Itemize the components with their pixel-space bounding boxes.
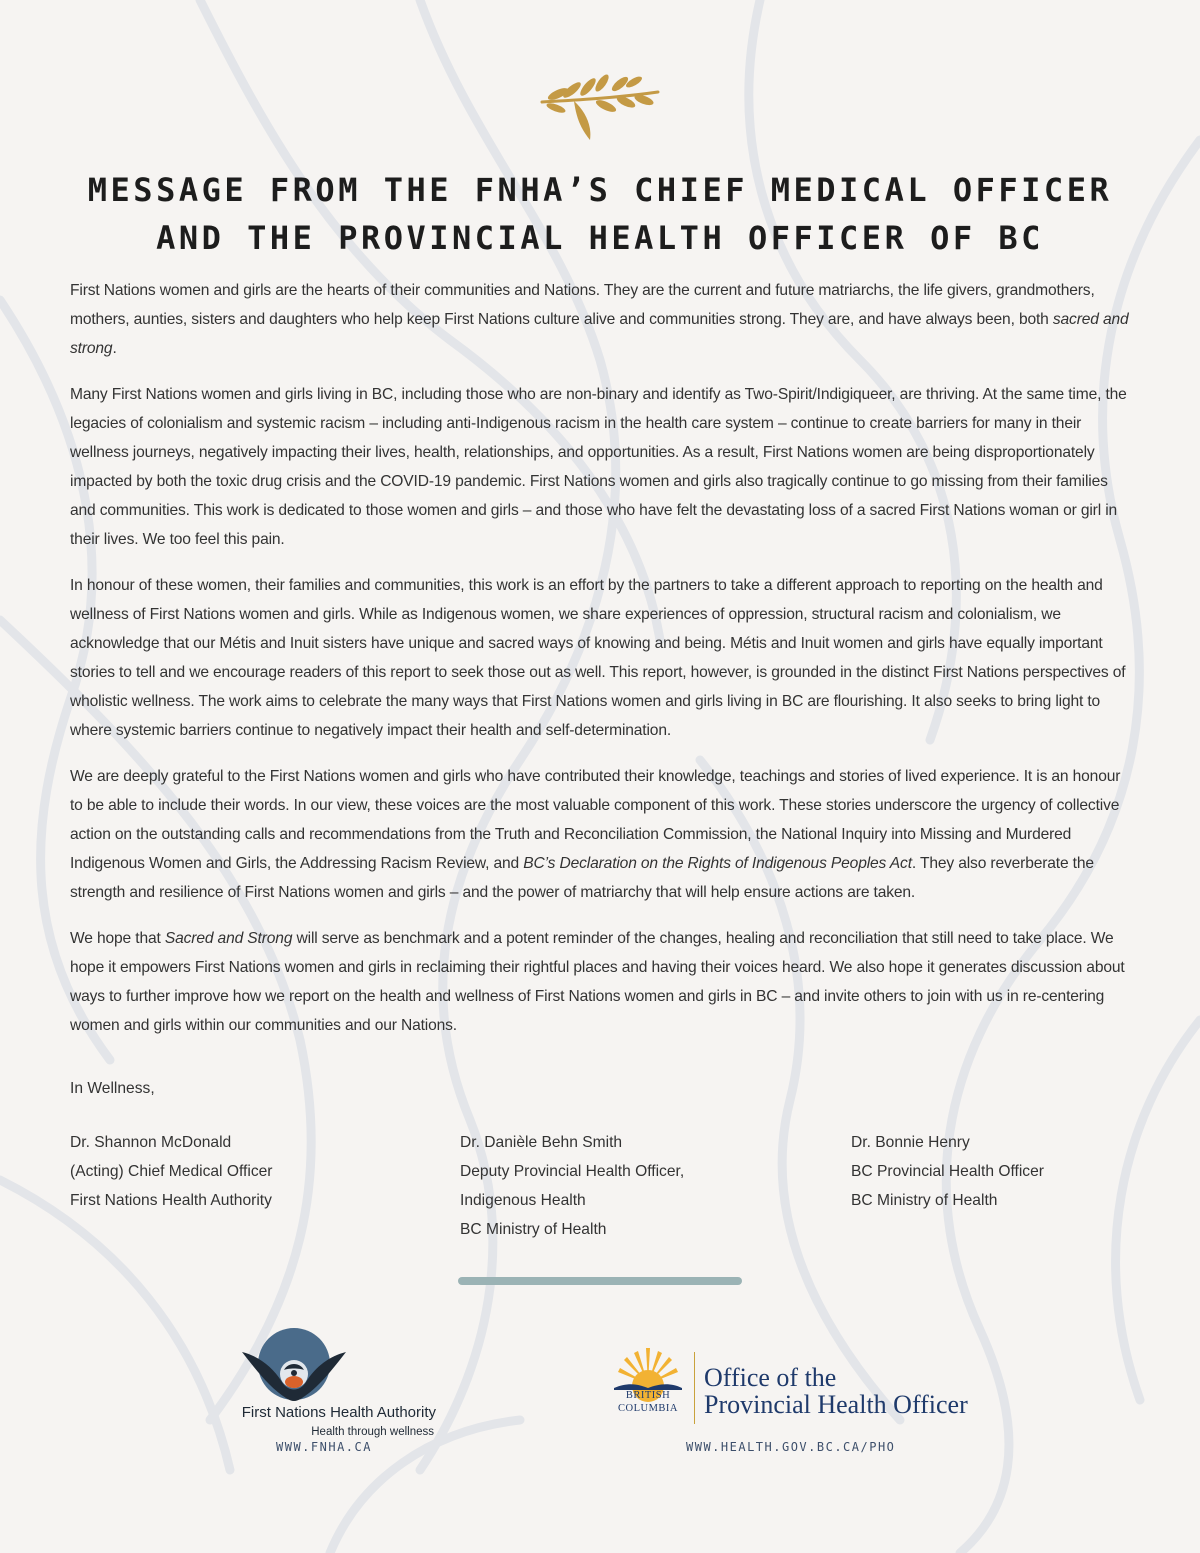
paragraph-2: Many First Nations women and girls living in BC, including those who are non-binary and identify as Two-Spirit/Indigiqueer, are thriving. At the same time, the legacies of colonialism and systemic racism – including anti-Indigenous racism in the health care system – continue to create barriers for many in their wellness journeys, negatively impacting their lives, health, relationships, and opportunities. As a result, First Nations women are being disproportionately impacted by both the toxic drug crisis and the COVID-19 pandemic. First Nations women and girls also tragically continue to go missing from their families and communities. This work is dedicated to those women and girls – and those who have felt the devastating loss of a sacred First Nations woman or girl in their lives. We too feel this pain. xyxy=(70,386,1127,548)
paragraph-4: We are deeply grateful to the First Nations women and girls who have contributed their knowledge, teachings and stories of lived experience. It is an honour to be able to include their words. In our view, these voices are the most valuable component of this work. These stories underscore the urgency of collective action on the outstanding calls and recommendations from the Truth and Reconciliation Commission, the National Inquiry into Missing and Murdered Indigenous Women and Girls, the Addressing Racism Review, and BC’s Declaration on the Rights of Indigenous Peoples Act. They also reverberate the strength and resilience of First Nations women and girls – and the power of matriarchy that will help ensure actions are taken. xyxy=(70,768,1121,901)
signature-block-behn-smith xyxy=(460,1128,684,1244)
section-divider xyxy=(458,1277,742,1285)
fnha-name: First Nations Health Authority xyxy=(241,1404,436,1421)
emphasis-text: Sacred and Strong xyxy=(164,930,293,947)
pho-title-line-2: Provincial Health Officer xyxy=(704,1390,968,1419)
paragraph-3: In honour of these women, their families and communities, this work is an effort by the partners to take a different approach to reporting on the health and wellness of First Nations women and girls. While as Indigenous women, we share experiences of oppression, structural racism and colonialism, we acknowledge that our Métis and Inuit sisters have unique and sacred ways of knowing and being. Métis and Inuit women and girls have equally important stories to tell and we encourage readers of this report to seek those out as well. This report, however, is grounded in the distinct First Nations perspectives of wholistic wellness. The work aims to celebrate the many ways that First Nations women and girls living in BC are flourishing. It also seeks to bring light to where systemic barriers continue to negatively impact their health and self-determination. xyxy=(70,577,1126,739)
signatory-name: Dr. Danièle Behn Smith xyxy=(460,1134,623,1151)
title-line-1: MESSAGE FROM THE FNHA’S CHIEF MEDICAL OFFICER xyxy=(87,171,1113,209)
fnha-website-link[interactable]: WWW.FNHA.CA xyxy=(276,1440,372,1454)
fnha-logo-icon xyxy=(238,1326,350,1410)
logo-divider xyxy=(694,1352,695,1424)
closing-salutation: In Wellness, xyxy=(70,1080,155,1097)
signatory-organization: BC Ministry of Health xyxy=(460,1221,607,1238)
signatory-title: BC Provincial Health Officer xyxy=(851,1163,1044,1180)
bc-wordmark-line-1: BRITISH xyxy=(625,1390,671,1401)
signature-block-henry xyxy=(851,1128,1044,1215)
pho-website-link[interactable]: WWW.HEALTH.GOV.BC.CA/PHO xyxy=(686,1440,896,1454)
signature-block-mcdonald xyxy=(70,1128,273,1215)
message-body xyxy=(70,276,1132,1057)
pho-title-line-1: Office of the xyxy=(704,1363,837,1392)
emphasis-text: BC’s Declaration on the Rights of Indigenous Peoples Act xyxy=(523,855,912,872)
signatory-title: Deputy Provincial Health Officer, xyxy=(460,1163,685,1180)
paragraph-5: We hope that Sacred and Strong will serve as benchmark and a potent reminder of the changes, healing and reconciliation that still need to take place. We hope it empowers First Nations women and girls in reclaiming their rightful places and having their voices heard. We also hope it generates discussion about ways to further improve how we report on the health and wellness of First Nations women and girls in BC – and invite others to join with us in re-centering women and girls within our communities and our Nations. xyxy=(70,930,1125,1034)
signatory-title: (Acting) Chief Medical Officer xyxy=(70,1163,273,1180)
leaf-branch-icon xyxy=(536,74,664,144)
page-title xyxy=(40,166,1160,262)
signatory-title-2: Indigenous Health xyxy=(460,1192,586,1209)
signatory-name: Dr. Bonnie Henry xyxy=(851,1134,970,1151)
fnha-tagline: Health through wellness xyxy=(311,1426,434,1438)
signatory-organization: First Nations Health Authority xyxy=(70,1192,272,1209)
paragraph-1: First Nations women and girls are the hearts of their communities and Nations. They are the current and future matriarchs, the life givers, grandmothers, mothers, aunties, sisters and daughters who help keep First Nations culture alive and communities strong. They are, and have always been, both sacred and strong. xyxy=(70,282,1129,357)
title-line-2: AND THE PROVINCIAL HEALTH OFFICER OF BC xyxy=(156,219,1044,257)
signatory-organization: BC Ministry of Health xyxy=(851,1192,998,1209)
signatory-name: Dr. Shannon McDonald xyxy=(70,1134,232,1151)
bc-wordmark-line-2: COLUMBIA xyxy=(617,1403,678,1414)
emphasis-text: sacred and strong xyxy=(70,311,1129,357)
